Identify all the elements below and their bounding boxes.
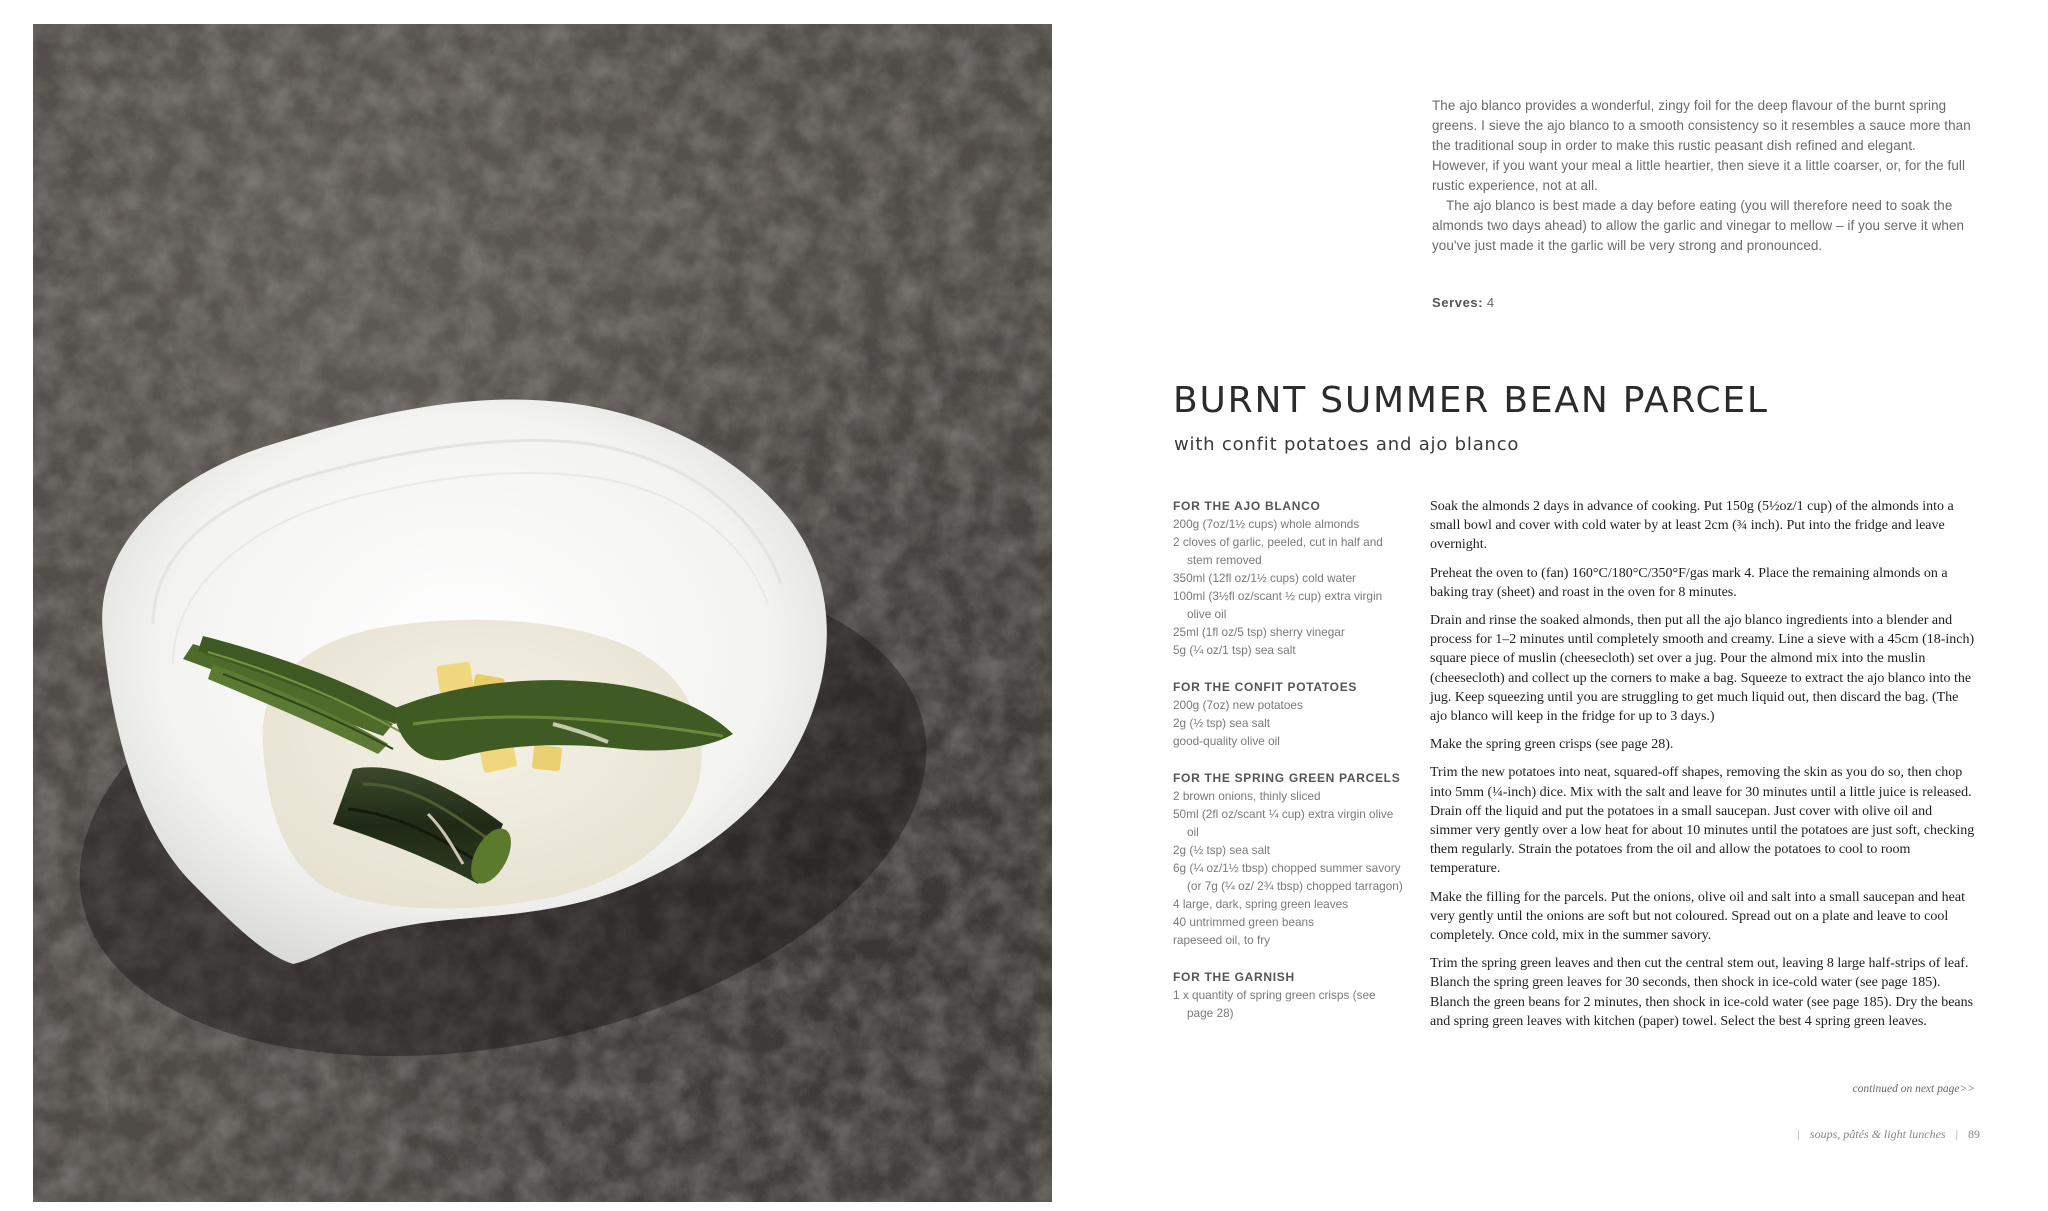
ingredient-item: 50ml (2fl oz/scant ¼ cup) extra virgin olive oil [1173, 807, 1394, 839]
ingredient-group-ajo-blanco [1173, 497, 1403, 659]
ingredient-item: 40 untrimmed green beans [1173, 915, 1314, 929]
ingredient-group-heading: FOR THE AJO BLANCO [1173, 499, 1321, 513]
ingredient-group-heading: FOR THE SPRING GREEN PARCELS [1173, 771, 1401, 785]
recipe-intro [1432, 96, 1972, 256]
method-step: Trim the new potatoes into neat, squared-off shapes, removing the skin as you do so, then chop into 5mm (¼-inch) dice. Mix with the salt and leave for 30 minutes until a little juice is released. Drain off the liquid and put the potatoes in a small saucepan. Just cover with olive oil and simmer very gently over a low heat for about 10 minutes until the potatoes are just soft, checking them regularly. Strain the potatoes from the oil and allow the potatoes to cool to room temperature. [1430, 765, 1975, 877]
ingredient-item: 200g (7oz) new potatoes [1173, 698, 1303, 712]
ingredient-item: 2 brown onions, thinly sliced [1173, 789, 1321, 803]
page-number: 89 [1968, 1127, 1980, 1141]
serves-line [1432, 295, 1494, 310]
ingredient-group-confit-potatoes [1173, 678, 1403, 750]
method-column [1430, 497, 1975, 1040]
ingredient-item: 2g (½ tsp) sea salt [1173, 716, 1271, 730]
ingredient-item: 350ml (12fl oz/1½ cups) cold water [1173, 571, 1356, 585]
footer-separator: | [1955, 1127, 1958, 1141]
ingredient-item: 200g (7oz/1½ cups) whole almonds [1173, 517, 1360, 531]
ingredient-item: 4 large, dark, spring green leaves [1173, 897, 1349, 911]
ingredient-item: 100ml (3½fl oz/scant ½ cup) extra virgin olive oil [1173, 589, 1383, 621]
ingredient-group-heading: FOR THE GARNISH [1173, 970, 1295, 984]
intro-paragraph: The ajo blanco is best made a day before eating (you will therefore need to soak the almonds two days ahead) to allow the garlic and vinegar to mellow – if you serve it when you've just made it the garlic will be very strong and pronounced. [1432, 198, 1965, 253]
recipe-title: BURNT SUMMER BEAN PARCEL [1173, 380, 1769, 421]
method-step: Make the filling for the parcels. Put the onions, olive oil and salt into a small saucepan and heat very gently until the onions are soft but not coloured. Spread out on a plate and leave to cool completely. Once cold, mix in the summer savory. [1430, 889, 1965, 944]
intro-paragraph: The ajo blanco provides a wonderful, zingy foil for the deep flavour of the burnt spring greens. I sieve the ajo blanco to a smooth consistency so it resembles a sauce more than the traditional soup in order to make this rustic peasant dish refined and elegant. However, if you want your meal a little heartier, then sieve it a little coarser, or, for the full rustic experience, not at all. [1432, 98, 1971, 193]
ingredient-item: 1 x quantity of spring green crisps (see page 28) [1173, 988, 1376, 1020]
recipe-subtitle: with confit potatoes and ajo blanco [1174, 434, 1520, 455]
method-step: Soak the almonds 2 days in advance of cooking. Put 150g (5½oz/1 cup) of the almonds into a small bowl and cover with cold water by at least 2cm (¾ inch). Put into the fridge and leave overnight. [1430, 499, 1954, 553]
ingredients-column [1173, 497, 1403, 1041]
ingredient-item: good-quality olive oil [1173, 734, 1280, 748]
ingredient-group-heading: FOR THE CONFIT POTATOES [1173, 680, 1358, 694]
serves-value: 4 [1486, 295, 1495, 310]
ingredient-item: 6g (¼ oz/1½ tbsp) chopped summer savory (or 7g (¼ oz/ 2¾ tbsp) chopped tarragon) [1173, 861, 1403, 893]
page-footer [1700, 1127, 1980, 1142]
method-step: Make the spring green crisps (see page 28). [1430, 737, 1674, 753]
method-step: Trim the spring green leaves and then cut the central stem out, leaving 8 large half-strips of leaf. Blanch the spring green leaves for 30 seconds, then shock in ice-cold water (see page 185). Blanch the green beans for 2 minutes, then shock in ice-cold water (see page 185). Dry the beans and spring green leaves with kitchen (paper) towel. Select the best 4 spring green leaves. [1430, 956, 1974, 1029]
method-step: Drain and rinse the soaked almonds, then put all the ajo blanco ingredients into a blender and process for 1–2 minutes until completely smooth and creamy. Line a sieve with a 45cm (18-inch) square piece of muslin (cheesecloth) set over a jug. Pour the almond mix into the muslin (cheesecloth) and collect up the corners to make a bag. Squeeze to extract the ajo blanco into the jug. Keep squeezing until you are struggling to get much liquid out, then discard the bag. (The ajo blanco will keep in the fridge for up to 3 days.) [1430, 613, 1975, 725]
photo-illustration [33, 24, 1052, 1202]
ingredient-group-spring-green-parcels [1173, 769, 1403, 949]
continued-note: continued on next page>> [1852, 1083, 1975, 1095]
dish-photo [33, 24, 1052, 1202]
ingredient-item: 25ml (1fl oz/5 tsp) sherry vinegar [1173, 625, 1345, 639]
ingredient-item: 5g (¼ oz/1 tsp) sea salt [1173, 643, 1296, 657]
footer-separator: | [1797, 1127, 1800, 1141]
method-step: Preheat the oven to (fan) 160°C/180°C/350°F/gas mark 4. Place the remaining almonds on a baking tray (sheet) and roast in the oven for 8 minutes. [1430, 565, 1948, 600]
footer-section-name: soups, pâtés & light lunches [1809, 1127, 1946, 1141]
ingredient-item: 2g (½ tsp) sea salt [1173, 843, 1271, 857]
serves-label: Serves: [1432, 295, 1484, 310]
ingredient-group-garnish [1173, 968, 1403, 1022]
ingredient-item: rapeseed oil, to fry [1173, 933, 1271, 947]
ingredient-item: 2 cloves of garlic, peeled, cut in half and stem removed [1173, 535, 1383, 567]
